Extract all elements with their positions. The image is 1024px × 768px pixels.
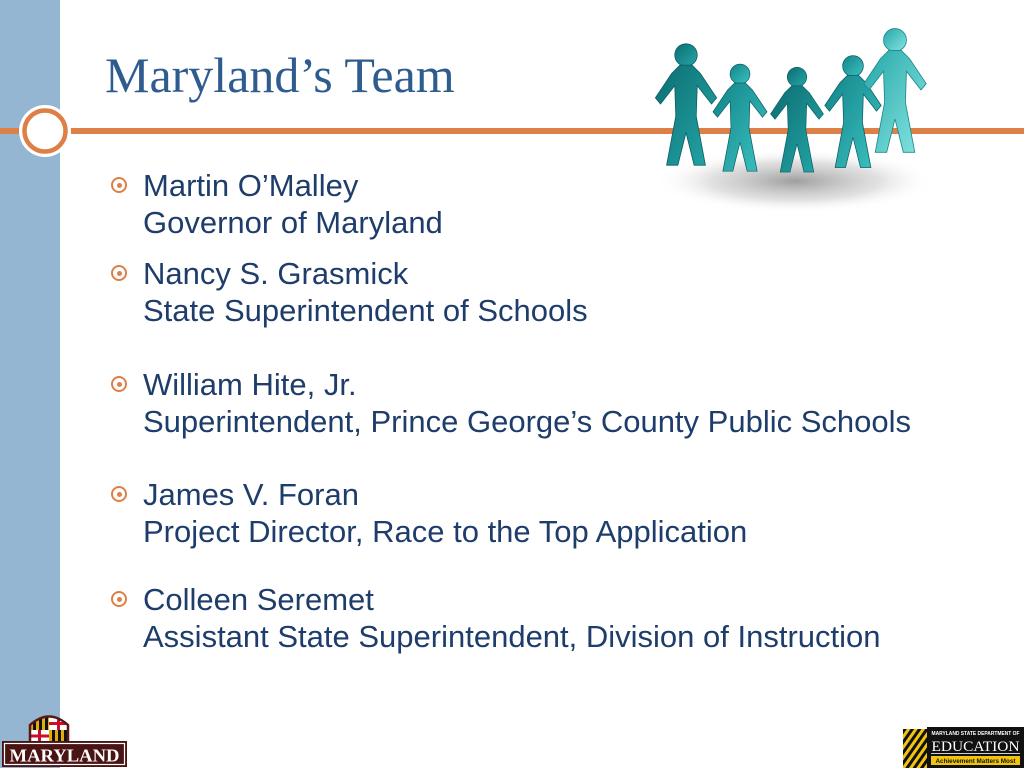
- member-role: Assistant State Superintendent, Division of Instruction: [143, 619, 881, 654]
- team-member-item: [143, 476, 747, 550]
- member-name: Nancy S. Grasmick: [143, 256, 409, 291]
- team-member-item: [143, 167, 443, 241]
- calvert-arms-icon: [903, 729, 927, 768]
- member-role: Governor of Maryland: [143, 205, 443, 240]
- member-role: Superintendent, Prince George’s County Public Schools: [143, 404, 911, 439]
- member-role: Project Director, Race to the Top Application: [143, 514, 748, 549]
- msde-logo-line2: EDUCATION: [931, 739, 1020, 755]
- maryland-logo: [0, 706, 130, 768]
- circled-dot-bullet-icon: [111, 486, 127, 502]
- circle-on-line-icon: [19, 105, 71, 157]
- member-role: State Superintendent of Schools: [143, 293, 588, 328]
- member-name: James V. Foran: [143, 477, 359, 512]
- person-figure: [864, 29, 926, 153]
- member-name: Martin O’Malley: [143, 168, 359, 203]
- team-member-item: [143, 366, 911, 440]
- maryland-logo-text: MARYLAND: [9, 745, 120, 766]
- team-member-item: [143, 255, 588, 329]
- people-chain-icon: [640, 20, 940, 230]
- msde-logo: [902, 726, 1024, 768]
- msde-logo-line1: MARYLAND STATE DEPARTMENT OF: [931, 731, 1021, 737]
- person-figure: [655, 44, 716, 165]
- circled-dot-bullet-icon: [111, 376, 127, 392]
- maryland-flag-icon: [30, 712, 68, 742]
- circled-dot-bullet-icon: [111, 177, 127, 193]
- member-name: William Hite, Jr.: [143, 367, 357, 402]
- team-member-item: [143, 581, 881, 655]
- slide-title: Maryland’s Team: [105, 47, 455, 103]
- circled-dot-bullet-icon: [111, 265, 127, 281]
- circled-dot-bullet-icon: [111, 591, 127, 607]
- msde-logo-tagline: Achievement Matters Most: [935, 759, 1016, 765]
- member-name: Colleen Seremet: [143, 582, 374, 617]
